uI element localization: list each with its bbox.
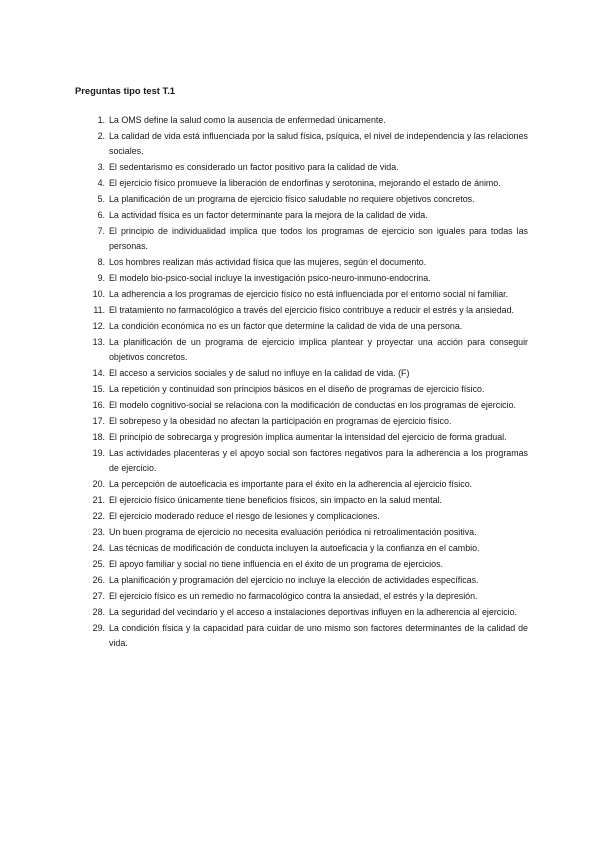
list-item: [90, 382, 528, 397]
list-item: [90, 541, 528, 556]
question-text: La percepción de autoeficacia es importante para el éxito en la adherencia al ejercicio físico.: [109, 479, 473, 490]
question-number: 14.: [92, 368, 105, 379]
question-text: La condición económica no es un factor que determine la calidad de vida de una persona.: [109, 321, 463, 332]
question-text: La planificación de un programa de ejercicio implica plantear y proyectar una acción para conseguir objetivos concretos.: [109, 337, 528, 363]
list-item: [90, 319, 528, 334]
question-text: El acceso a servicios sociales y de salud no influye en la calidad de vida. (F): [109, 368, 410, 379]
question-number: 17.: [92, 416, 105, 427]
question-text: El modelo bio-psico-social incluye la investigación psico-neuro-inmuno-endocrina.: [109, 273, 431, 284]
question-number: 22.: [92, 511, 105, 522]
page-title: Preguntas tipo test T.1: [75, 85, 176, 96]
question-number: 6.: [97, 210, 105, 221]
question-number: 18.: [92, 432, 105, 443]
list-item: [90, 192, 528, 207]
question-number: 20.: [92, 479, 105, 490]
question-number: 21.: [92, 495, 105, 506]
question-number: 5.: [97, 194, 105, 205]
question-number: 9.: [97, 273, 105, 284]
list-item: [90, 303, 528, 318]
question-number: 25.: [92, 559, 105, 569]
question-text: La actividad física es un factor determinante para la mejora de la calidad de vida.: [109, 210, 428, 221]
question-text: Un buen programa de ejercicio no necesita evaluación periódica ni retroalimentación positiva.: [109, 527, 477, 538]
list-item: [90, 160, 528, 175]
list-item: [90, 430, 528, 445]
question-text: La adherencia a los programas de ejercicio físico no está influenciada por el entorno social ni familiar.: [109, 289, 509, 300]
question-number: 16.: [92, 400, 105, 411]
question-text: El sobrepeso y la obesidad no afectan la participación en programas de ejercicio físico.: [109, 416, 452, 427]
list-item: [90, 509, 528, 524]
question-text: El ejercicio físico promueve la liberación de endorfinas y serotonina, mejorando el estado de ánimo.: [109, 178, 501, 189]
question-number: 15.: [92, 384, 105, 395]
list-item: [90, 446, 528, 476]
question-number: 1.: [97, 115, 105, 125]
list-item: [90, 621, 528, 651]
question-text: El ejercicio moderado reduce el riesgo de lesiones y complicaciones.: [109, 511, 380, 522]
list-item: [90, 224, 528, 254]
question-number: 13.: [92, 337, 105, 347]
list-item: [90, 176, 528, 191]
question-number: 8.: [97, 257, 105, 268]
question-text: La calidad de vida está influenciada por la salud física, psíquica, el nivel de independencia y las relaciones sociales.: [109, 130, 528, 157]
list-item: [90, 129, 528, 159]
list-item: [90, 366, 528, 381]
question-text: El apoyo familiar y social no tiene influencia en el éxito de un programa de ejercicios.: [109, 559, 443, 569]
question-text: El ejercicio físico es un remedio no farmacológico contra la ansiedad, el estrés y la depresión.: [109, 590, 478, 601]
question-text: La repetición y continuidad son principios básicos en el diseño de programas de ejercicio físico.: [109, 384, 485, 395]
question-number: 3.: [97, 162, 105, 173]
list-item: [90, 335, 528, 365]
question-number: 11.: [93, 305, 105, 316]
question-number: 10.: [92, 289, 105, 300]
question-number: 26.: [92, 574, 105, 585]
list-item: [90, 208, 528, 223]
list-item: [90, 398, 528, 413]
question-text: El ejercicio físico únicamente tiene beneficios físicos, sin impacto en la salud mental.: [109, 495, 442, 506]
question-number: 19.: [92, 448, 105, 458]
question-text: Las actividades placenteras y el apoyo social son factores negativos para la adherencia a los programas de ejercicio.: [109, 448, 528, 474]
list-item: [90, 605, 528, 620]
list-item: [90, 557, 528, 572]
question-number: 23.: [92, 527, 105, 538]
question-number: 24.: [92, 543, 105, 554]
question-number: 27.: [92, 590, 105, 601]
question-text: El modelo cognitivo-social se relaciona con la modificación de conductas en los programas de ejercicio.: [109, 400, 516, 411]
question-number: 28.: [92, 606, 105, 617]
question-text: La planificación y programación del ejercicio no incluye la elección de actividades específicas.: [109, 574, 479, 585]
question-list: [90, 113, 528, 652]
question-number: 7.: [97, 226, 105, 236]
list-item: [90, 113, 528, 128]
list-item: [90, 414, 528, 429]
question-text: La OMS define la salud como la ausencia de enfermedad únicamente.: [109, 115, 386, 125]
question-text: Las técnicas de modificación de conducta incluyen la autoeficacia y la confianza en el cambio.: [109, 543, 480, 554]
list-item: [90, 589, 528, 604]
list-item: [90, 287, 528, 302]
question-text: La seguridad del vecindario y el acceso a instalaciones deportivas influyen en la adherencia al ejercicio.: [109, 606, 518, 617]
question-text: El tratamiento no farmacológico a través del ejercicio físico contribuye a reducir el estrés y la ansiedad.: [109, 305, 514, 316]
list-item: [90, 477, 528, 492]
list-item: [90, 493, 528, 508]
list-item: [90, 271, 528, 286]
question-number: 12.: [92, 321, 105, 332]
list-item: [90, 525, 528, 540]
question-text: El principio de individualidad implica que todos los programas de ejercicio son iguales para todas las personas.: [109, 226, 528, 252]
question-text: La planificación de un programa de ejercicio físico saludable no requiere objetivos concretos.: [109, 194, 475, 205]
question-text: El principio de sobrecarga y progresión implica aumentar la intensidad del ejercicio de forma gradual.: [109, 432, 507, 443]
question-text: Los hombres realizan más actividad física que las mujeres, según el documento.: [109, 257, 427, 268]
question-text: El sedentarismo es considerado un factor positivo para la calidad de vida.: [109, 162, 399, 173]
question-text: La condición física y la capacidad para cuidar de uno mismo son factores determinantes de la calidad de vida.: [109, 622, 528, 649]
list-item: [90, 573, 528, 588]
question-number: 2.: [97, 130, 105, 141]
question-number: 29.: [92, 622, 105, 633]
list-item: [90, 255, 528, 270]
question-number: 4.: [97, 178, 105, 189]
